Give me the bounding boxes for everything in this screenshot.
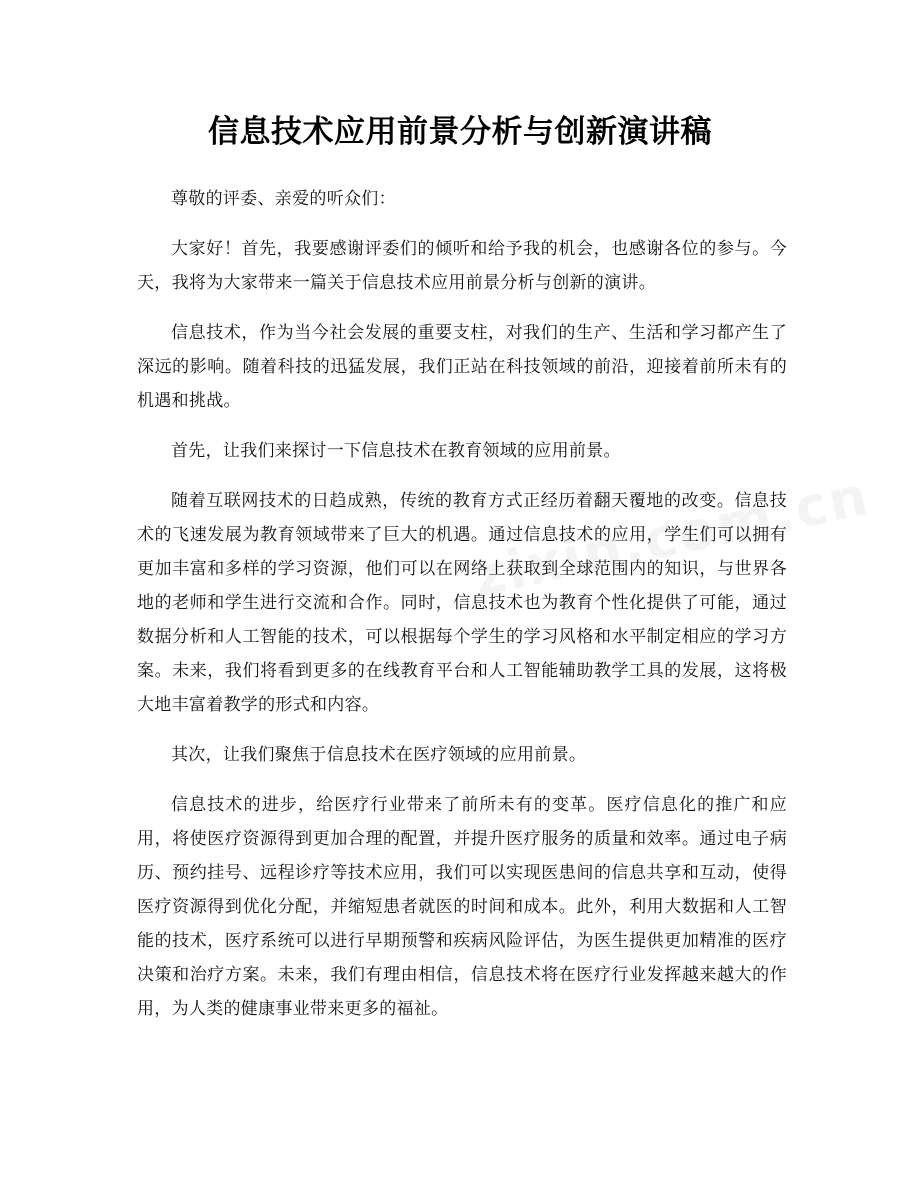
document-title: 信息技术应用前景分析与创新演讲稿 [208,114,712,150]
paragraph-education: 随着互联网技术的日趋成熟，传统的教育方式正经历着翻天覆地的改变。信息技术的飞速发展为教育领域带来了巨大的机遇。通过信息技术的应用，学生们可以拥有更加丰富和多样的学习资源，他们可以在网络上获取到全球范围内的知识，与世界各地的老师和学生进行交流和合作。同时，信息技术也为教育个性化提供了可能，通过数据分析和人工智能的技术，可以根据每个学生的学习风格和水平制定相应的学习方案。未来，我们将看到更多的在线教育平台和人工智能辅助教学工具的发展，这将极大地丰富着教学的形式和内容。 [137,491,787,715]
document-body [137,182,787,1042]
paragraph-medical-heading: 其次，让我们聚焦于信息技术在医疗领域的应用前景。 [171,745,587,765]
paragraph-opening: 大家好！首先，我要感谢评委们的倾听和给予我的机会，也感谢各位的参与。今天，我将为大家带来一篇关于信息技术应用前景分析与创新的演讲。 [137,239,787,293]
paragraph-intro: 信息技术，作为当今社会发展的重要支柱，对我们的生产、生活和学习都产生了深远的影响。随着科技的迅猛发展，我们正站在科技领域的前沿，迎接着前所未有的机遇和挑战。 [137,323,787,411]
paragraph-salutation: 尊敬的评委、亲爱的听众们： [171,189,396,209]
paragraph-medical: 信息技术的进步，给医疗行业带来了前所未有的变革。医疗信息化的推广和应用，将使医疗资源得到更加合理的配置，并提升医疗服务的质量和效率。通过电子病历、预约挂号、远程诊疗等技术应用，我们可以实现医患间的信息共享和互动，使得医疗资源得到优化分配，并缩短患者就医的时间和成本。此外，利用大数据和人工智能的技术，医疗系统可以进行早期预警和疾病风险评估，为医生提供更加精准的医疗决策和治疗方案。未来，我们有理由相信，信息技术将在医疗行业发挥越来越大的作用，为人类的健康事业带来更多的福祉。 [137,795,787,1019]
paragraph-education-heading: 首先，让我们来探讨一下信息技术在教育领域的应用前景。 [171,441,621,461]
